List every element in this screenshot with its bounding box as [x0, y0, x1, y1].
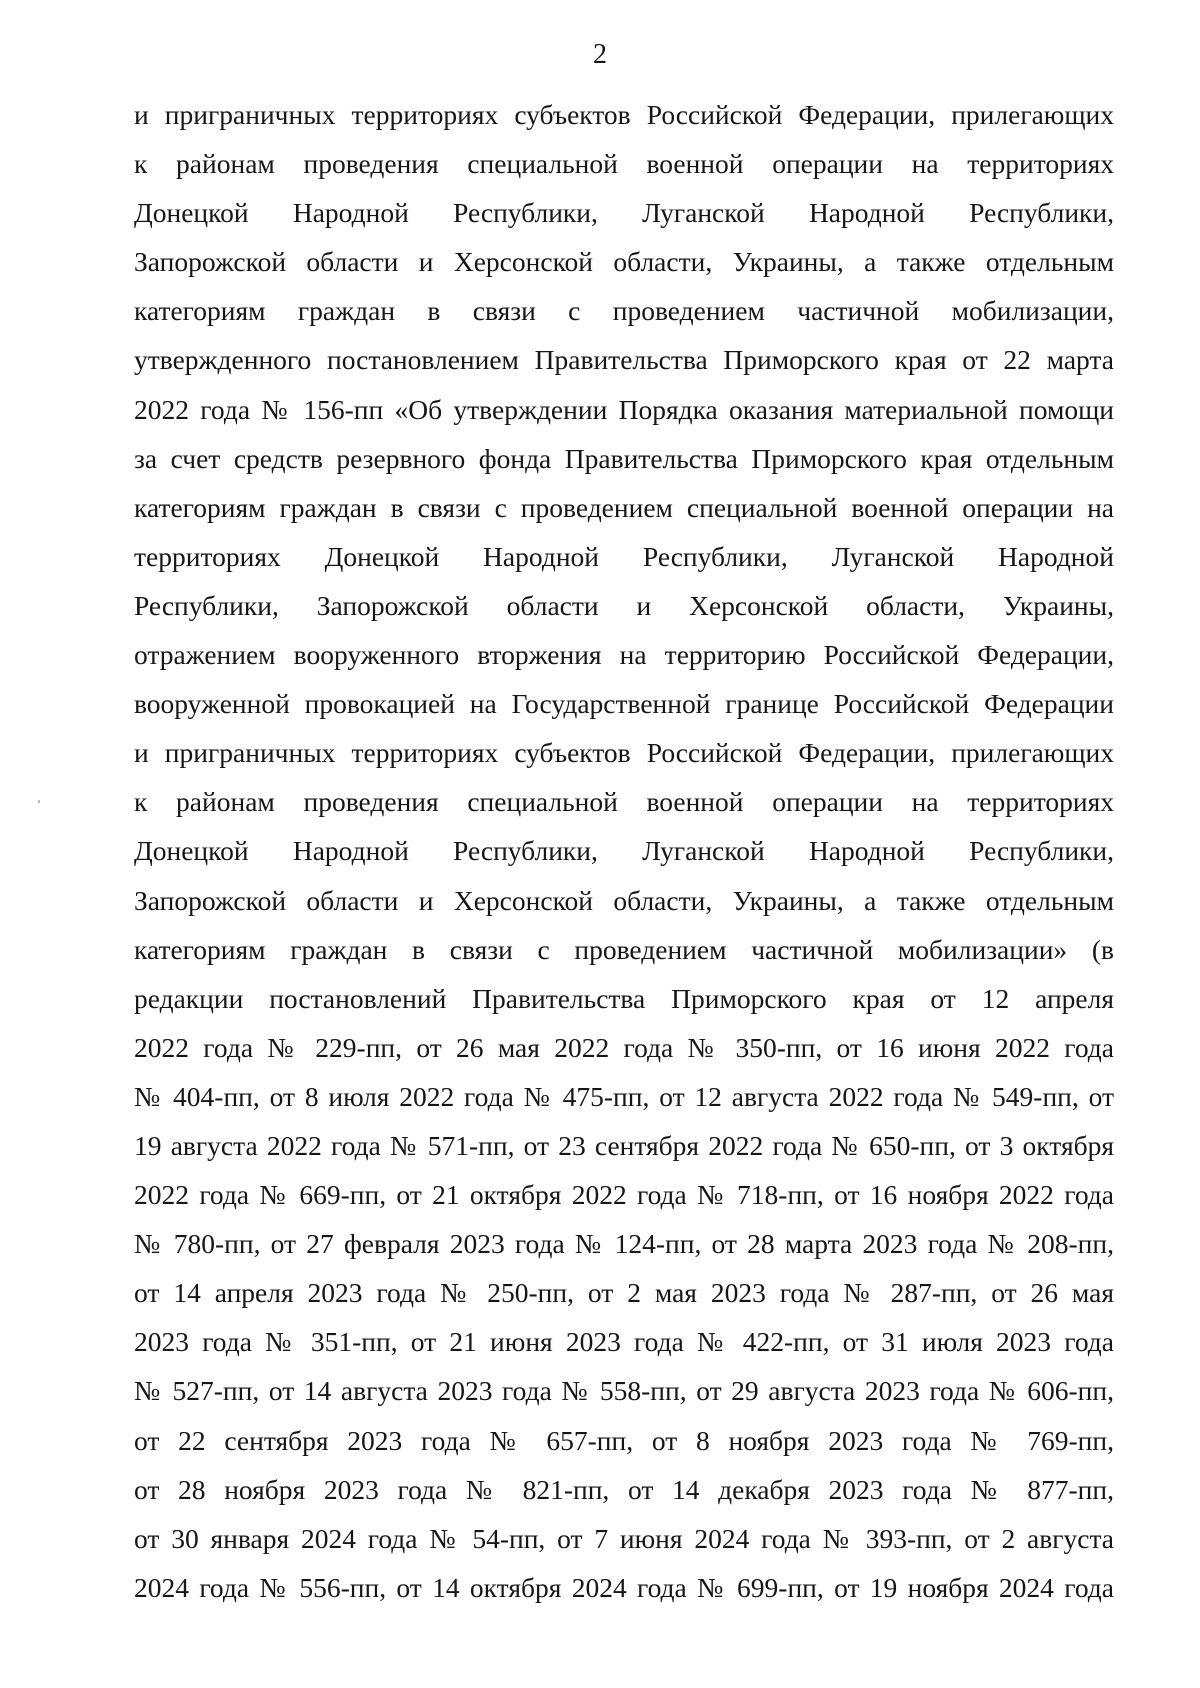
text-line: № 527-пп, от 14 августа 2023 года № 558-пп, от 29 августа 2023 года № 606-пп, [134, 1375, 1114, 1407]
text-line: Запорожской области и Херсонской области, Украины, а также отдельным [134, 884, 1114, 916]
text-line: редакции постановлений Правительства Приморского края от 12 апреля [134, 982, 1114, 1014]
text-line: и приграничных территориях субъектов Российской Федерации, прилегающих [134, 99, 1114, 130]
text-line: 2022 года № 156-пп «Об утверждении Порядка оказания материальной помощи [134, 393, 1114, 425]
text-line: Донецкой Народной Республики, Луганской Народной Республики, [134, 197, 1114, 229]
text-line: к районам проведения специальной военной операции на территориях [134, 786, 1114, 818]
text-line: отражением вооруженного вторжения на территорию Российской Федерации, [134, 639, 1114, 671]
text-line: категориям граждан в связи с проведением частичной мобилизации, [134, 295, 1114, 327]
text-line: категориям граждан в связи с проведением частичной мобилизации» (в [134, 933, 1114, 965]
scan-artifact [38, 800, 40, 803]
text-line: утвержденного постановлением Правительства Приморского края от 22 марта [134, 344, 1114, 376]
text-line: Республики, Запорожской области и Херсонской области, Украины, [134, 589, 1114, 621]
text-line: от 30 января 2024 года № 54-пп, от 7 июня 2024 года № 393-пп, от 2 августа [134, 1522, 1114, 1554]
text-line: № 404-пп, от 8 июля 2022 года № 475-пп, от 12 августа 2022 года № 549-пп, от [134, 1080, 1114, 1112]
text-line: Донецкой Народной Республики, Луганской Народной Республики, [134, 835, 1114, 867]
text-line: к районам проведения специальной военной операции на территориях [134, 148, 1114, 180]
text-line: 2023 года № 351-пп, от 21 июня 2023 года № 422-пп, от 31 июля 2023 года [134, 1326, 1114, 1358]
text-line: 19 августа 2022 года № 571-пп, от 23 сентября 2022 года № 650-пп, от 3 октября [134, 1129, 1114, 1161]
text-line: от 28 ноября 2023 года № 821-пп, от 14 декабря 2023 года № 877-пп, [134, 1473, 1114, 1505]
text-line: от 14 апреля 2023 года № 250-пп, от 2 мая 2023 года № 287-пп, от 26 мая [134, 1277, 1114, 1309]
text-line: за счет средств резервного фонда Правительства Приморского края отдельным [134, 442, 1114, 474]
text-line: категориям граждан в связи с проведением специальной военной операции на [134, 491, 1114, 523]
text-line: от 22 сентября 2023 года № 657-пп, от 8 ноября 2023 года № 769-пп, [134, 1424, 1114, 1456]
text-line: 2024 года № 556-пп, от 14 октября 2024 года № 699-пп, от 19 ноября 2024 года [134, 1571, 1114, 1603]
text-line: № 780-пп, от 27 февраля 2023 года № 124-пп, от 28 марта 2023 года № 208-пп, [134, 1228, 1114, 1260]
text-line: 2022 года № 229-пп, от 26 мая 2022 года № 350-пп, от 16 июня 2022 года [134, 1031, 1114, 1063]
text-line: Запорожской области и Херсонской области, Украины, а также отдельным [134, 246, 1114, 278]
text-line: вооруженной провокацией на Государственной границе Российской Федерации [134, 688, 1114, 720]
text-line: территориях Донецкой Народной Республики, Луганской Народной [134, 540, 1114, 572]
body-text [134, 90, 1114, 1612]
text-line: и приграничных территориях субъектов Российской Федерации, прилегающих [134, 737, 1114, 769]
page-number: 2 [593, 39, 607, 70]
text-line: 2022 года № 669-пп, от 21 октября 2022 года № 718-пп, от 16 ноября 2022 года [134, 1179, 1114, 1211]
